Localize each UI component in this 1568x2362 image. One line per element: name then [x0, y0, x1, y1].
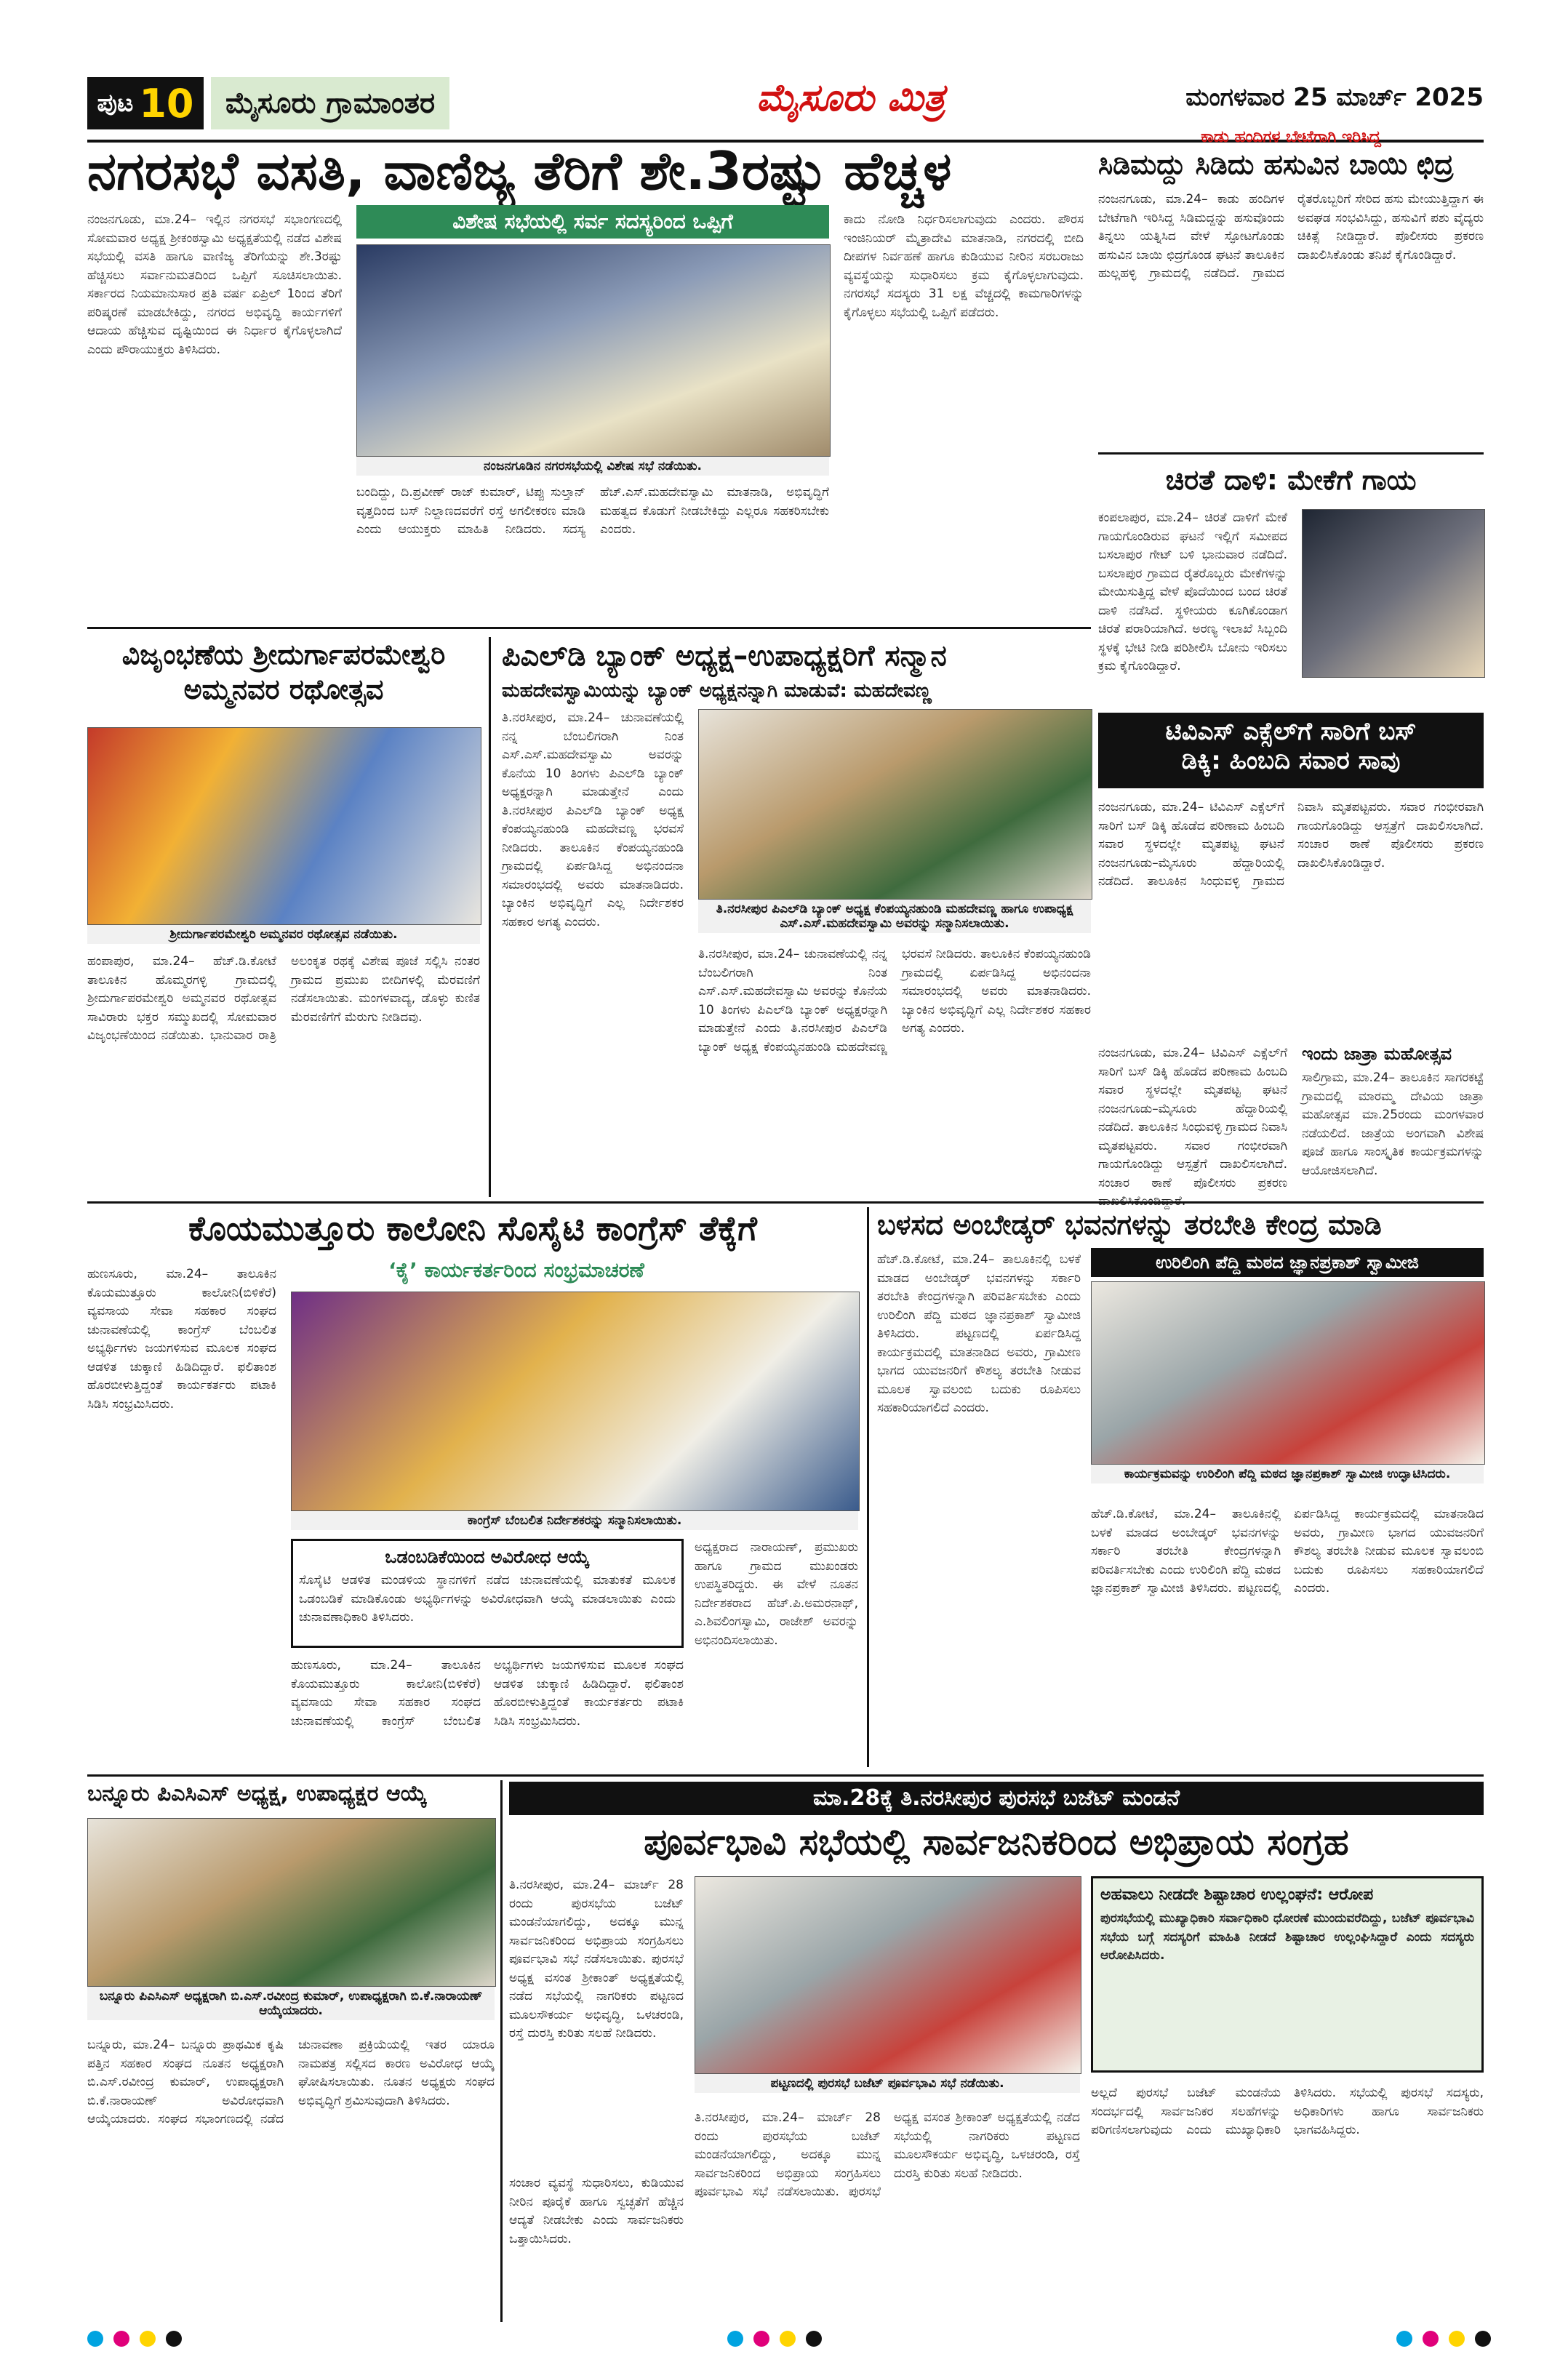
- story8-body-col2: ಹುಣಸೂರು, ಮಾ.24– ತಾಲೂಕಿನ ಕೊಯಮುತ್ತೂರು ಕಾಲೋನಿ(ಬಿಳಿಕೆರೆ) ವ್ಯವಸಾಯ ಸೇವಾ ಸಹಕಾರ ಸಂಘದ ಚುನಾವಣೆಯಲ್ಲಿ ಕಾಂಗ್ರೆಸ್ ಬೆಂಬಲಿತ ಅಭ್ಯರ್ಥಿಗಳು ಜಯಗಳಿಸುವ ಮೂಲಕ ಸಂಘದ ಆಡಳಿತ ಚುಕ್ಕಾಣಿ ಹಿಡಿದಿದ್ದಾರೆ. ಫಲಿತಾಂಶ ಹೊರಬೀಳುತ್ತಿದ್ದಂತೆ ಕಾರ್ಯಕರ್ತರು ಪಟಾಕಿ ಸಿಡಿಸಿ ಸಂಭ್ರಮಿಸಿದರು.: [291, 1658, 684, 1729]
- story9-subhead: ಉರಿಲಿಂಗಿ ಪೆದ್ದಿ ಮಠದ ಜ್ಞಾನಪ್ರಕಾಶ್ ಸ್ವಾಮೀಜಿ: [1091, 1248, 1484, 1277]
- story11-box-title: ಅಹವಾಲು ನೀಡದೇ ಶಿಷ್ಟಾಚಾರ ಉಲ್ಲಂಘನೆ: ಆರೋಪ: [1100, 1886, 1374, 1904]
- story1-body-col2: ಬಂದಿದ್ದು, ದಿ.ಪ್ರವೀಣ್ ರಾಜ್ ಕುಮಾರ್, ಟಿಪ್ಪು ಸುಲ್ತಾನ್ ವೃತ್ತದಿಂದ ಬಸ್ ನಿಲ್ದಾಣದವರೆಗೆ ರಸ್ತೆ ಅಗಲೀಕರಣ ಮಾಡಿ ಎಂದು ಆಯುಕ್ತರು ಮಾಹಿತಿ ನೀಡಿದರು. ಸದಸ್ಯ ಹೆಚ್.ಎಸ್.ಮಹದೇವಸ್ವಾಮಿ ಮಾತನಾಡಿ, ಅಭಿವೃದ್ಧಿಗೆ ಮಹತ್ವದ ಕೊಡುಗೆ ನೀಡಬೇಕಿದ್ದು ಎಲ್ಲರೂ ಸಹಕರಿಸಬೇಕು ಎಂದರು.: [356, 485, 829, 537]
- story8-box-title: ಒಡಂಬಡಿಕೆಯಿಂದ ಅವಿರೋಧ ಆಯ್ಕೆ: [385, 1547, 590, 1567]
- story8-body-col3: ಅಧ್ಯಕ್ಷರಾದ ನಾರಾಯಣ್, ಪ್ರಮುಖರು ಹಾಗೂ ಗ್ರಾಮದ ಮುಖಂಡರು ಉಪಸ್ಥಿತರಿದ್ದರು. ಈ ವೇಳೆ ನೂತನ ನಿರ್ದೇಶಕರಾದ ಹೆಚ್.ಪಿ.ಅಮರನಾಥ್, ಎ.ಶಿವಲಿಂಗಸ್ವಾಮಿ, ರಾಜೇಶ್ ಅವರನ್ನು ಅಭಿನಂದಿಸಲಾಯಿತು.: [695, 1540, 858, 1648]
- registration-dot: [727, 2331, 743, 2347]
- story2-headline: ಸಿಡಿಮದ್ದು ಸಿಡಿದು ಹಸುವಿನ ಬಾಯಿ ಛಿದ್ರ: [1098, 148, 1454, 180]
- story9-body-col1: ಹೆಚ್.ಡಿ.ಕೋಟೆ, ಮಾ.24– ತಾಲೂಕಿನಲ್ಲಿ ಬಳಕೆ ಮಾಡದ ಅಂಬೇಡ್ಕರ್ ಭವನಗಳನ್ನು ಸರ್ಕಾರಿ ತರಬೇತಿ ಕೇಂದ್ರಗಳನ್ನಾಗಿ ಪರಿವರ್ತಿಸಬೇಕು ಎಂದು ಉರಿಲಿಂಗಿ ಪೆದ್ದಿ ಮಠದ ಜ್ಞಾನಪ್ರಕಾಶ್ ಸ್ವಾಮೀಜಿ ತಿಳಿಸಿದರು. ಪಟ್ಟಣದಲ್ಲಿ ಏರ್ಪಡಿಸಿದ್ದ ಕಾರ್ಯಕ್ರಮದಲ್ಲಿ ಮಾತನಾಡಿದ ಅವರು, ಗ್ರಾಮೀಣ ಭಾಗದ ಯುವಜನರಿಗೆ ಕೌಶಲ್ಯ ತರಬೇತಿ ನೀಡುವ ಮೂಲಕ ಸ್ವಾವಲಂಬಿ ಬದುಕು ರೂಪಿಸಲು ಸಹಕಾರಿಯಾಗಲಿದೆ ಎಂದರು.: [877, 1252, 1081, 1415]
- story8-box: [291, 1539, 684, 1648]
- story11-headline: ಪೂರ್ವಭಾವಿ ಸಭೆಯಲ್ಲಿ ಸಾರ್ವಜನಿಕರಿಂದ ಅಭಿಪ್ರಾಯ ಸಂಗ್ರಹ: [644, 1821, 1349, 1863]
- page-number: 10: [139, 80, 194, 127]
- registration-dot: [1449, 2331, 1465, 2347]
- story9-headline: ಬಳಸದ ಅಂಬೇಡ್ಕರ್ ಭವನಗಳನ್ನು ತರಬೇತಿ ಕೇಂದ್ರ ಮಾಡಿ: [877, 1209, 1382, 1241]
- column-divider: [489, 637, 491, 1197]
- story11-photo: [695, 1876, 1081, 2074]
- registration-dot: [1423, 2331, 1439, 2347]
- story4-body: ಹಂಪಾಪುರ, ಮಾ.24– ಹೆಚ್.ಡಿ.ಕೋಟೆ ತಾಲೂಕಿನ ಹೊಮ್ಮರಗಳ್ಳಿ ಗ್ರಾಮದಲ್ಲಿ ಶ್ರೀದುರ್ಗಾಪರಮೇಶ್ವರಿ ಅಮ್ಮನವರ ರಥೋತ್ಸವ ಸಾವಿರಾರು ಭಕ್ತರ ಸಮ್ಮುಖದಲ್ಲಿ ಸೋಮವಾರ ವಿಜೃಂಭಣೆಯಿಂದ ನಡೆಯಿತು. ಭಾನುವಾರ ರಾತ್ರಿ ಅಲಂಕೃತ ರಥಕ್ಕೆ ವಿಶೇಷ ಪೂಜೆ ಸಲ್ಲಿಸಿ ನಂತರ ಗ್ರಾಮದ ಪ್ರಮುಖ ಬೀದಿಗಳಲ್ಲಿ ಮೆರವಣಿಗೆ ನಡೆಸಲಾಯಿತು. ಮಂಗಳವಾದ್ಯ, ಡೊಳ್ಳು ಕುಣಿತ ಮೆರವಣಿಗೆಗೆ ಮೆರುಗು ನೀಡಿದವು.: [87, 954, 480, 1043]
- story10-body: ಬನ್ನೂರು, ಮಾ.24– ಬನ್ನೂರು ಪ್ರಾಥಮಿಕ ಕೃಷಿ ಪತ್ತಿನ ಸಹಕಾರ ಸಂಘದ ನೂತನ ಅಧ್ಯಕ್ಷರಾಗಿ ಬಿ.ಎಸ್.ರವೀಂದ್ರ ಕುಮಾರ್, ಉಪಾಧ್ಯಕ್ಷರಾಗಿ ಬಿ.ಕೆ.ನಾರಾಯಣ್ ಅವಿರೋಧವಾಗಿ ಆಯ್ಕೆಯಾದರು. ಸಂಘದ ಸಭಾಂಗಣದಲ್ಲಿ ನಡೆದ ಚುನಾವಣಾ ಪ್ರಕ್ರಿಯೆಯಲ್ಲಿ ಇತರ ಯಾರೂ ನಾಮಪತ್ರ ಸಲ್ಲಿಸದ ಕಾರಣ ಅವಿರೋಧ ಆಯ್ಕೆ ಘೋಷಿಸಲಾಯಿತು. ನೂತನ ಅಧ್ಯಕ್ಷರು ಸಂಘದ ಅಭಿವೃದ್ಧಿಗೆ ಶ್ರಮಿಸುವುದಾಗಿ ತಿಳಿಸಿದರು.: [87, 2038, 495, 2126]
- story8-body-col1: ಹುಣಸೂರು, ಮಾ.24– ತಾಲೂಕಿನ ಕೊಯಮುತ್ತೂರು ಕಾಲೋನಿ(ಬಿಳಿಕೆರೆ) ವ್ಯವಸಾಯ ಸೇವಾ ಸಹಕಾರ ಸಂಘದ ಚುನಾವಣೆಯಲ್ಲಿ ಕಾಂಗ್ರೆಸ್ ಬೆಂಬಲಿತ ಅಭ್ಯರ್ಥಿಗಳು ಜಯಗಳಿಸುವ ಮೂಲಕ ಸಂಘದ ಆಡಳಿತ ಚುಕ್ಕಾಣಿ ಹಿಡಿದಿದ್ದಾರೆ. ಫಲಿತಾಂಶ ಹೊರಬೀಳುತ್ತಿದ್ದಂತೆ ಕಾರ್ಯಕರ್ತರು ಪಟಾಕಿ ಸಿಡಿಸಿ ಸಂಭ್ರಮಿಸಿದರು.: [87, 1267, 276, 1412]
- story11-box-body: ಪುರಸಭೆಯಲ್ಲಿ ಮುಖ್ಯಾಧಿಕಾರಿ ಸರ್ವಾಧಿಕಾರಿ ಧೋರಣೆ ಮುಂದುವರೆದಿದ್ದು, ಬಜೆಟ್ ಪೂರ್ವಭಾವಿ ಸಭೆಯ ಬಗ್ಗೆ ಸದಸ್ಯರಿಗೆ ಮಾಹಿತಿ ನೀಡದೆ ಶಿಷ್ಟಾಚಾರ ಉಲ್ಲಂಘಿಸಿದ್ದಾರೆ ಎಂದು ಸದಸ್ಯರು ಆರೋಪಿಸಿದರು.: [1100, 1911, 1474, 1963]
- story11-body-col1: ತಿ.ನರಸೀಪುರ, ಮಾ.24– ಮಾರ್ಚ್ 28 ರಂದು ಪುರಸಭೆಯ ಬಜೆಟ್ ಮಂಡನೆಯಾಗಲಿದ್ದು, ಅದಕ್ಕೂ ಮುನ್ನ ಸಾರ್ವಜನಿಕರಿಂದ ಅಭಿಪ್ರಾಯ ಸಂಗ್ರಹಿಸಲು ಪೂರ್ವಭಾವಿ ಸಭೆ ನಡೆಸಲಾಯಿತು. ಪುರಸಭೆ ಅಧ್ಯಕ್ಷ ವಸಂತ ಶ್ರೀಕಾಂತ್ ಅಧ್ಯಕ್ಷತೆಯಲ್ಲಿ ನಡೆದ ಸಭೆಯಲ್ಲಿ ನಾಗರಿಕರು ಪಟ್ಟಣದ ಮೂಲಸೌಕರ್ಯ ಅಭಿವೃದ್ಧಿ, ಒಳಚರಂಡಿ, ರಸ್ತೆ ದುರಸ್ತಿ ಕುರಿತು ಸಲಹೆ ನೀಡಿದರು.: [509, 1878, 684, 2041]
- registration-dot: [140, 2331, 156, 2347]
- story2-body: ನಂಜನಗೂಡು, ಮಾ.24– ಕಾಡು ಹಂದಿಗಳ ಬೇಟೆಗಾಗಿ ಇರಿಸಿದ್ದ ಸಿಡಿಮದ್ದನ್ನು ಹಸುವೊಂದು ತಿನ್ನಲು ಯತ್ನಿಸಿದ ವೇಳೆ ಸ್ಫೋಟಗೊಂಡು ಹಸುವಿನ ಬಾಯಿ ಛಿದ್ರಗೊಂಡ ಘಟನೆ ತಾಲೂಕಿನ ಹುಲ್ಲಹಳ್ಳಿ ಗ್ರಾಮದಲ್ಲಿ ನಡೆದಿದೆ. ಗ್ರಾಮದ ರೈತರೊಬ್ಬರಿಗೆ ಸೇರಿದ ಹಸು ಮೇಯುತ್ತಿದ್ದಾಗ ಈ ಅವಘಡ ಸಂಭವಿಸಿದ್ದು, ಹಸುವಿಗೆ ಪಶು ವೈದ್ಯರು ಚಿಕಿತ್ಸೆ ನೀಡಿದ್ದಾರೆ. ಪೊಲೀಸರು ಪ್ರಕರಣ ದಾಖಲಿಸಿಕೊಂಡು ತನಿಖೆ ಕೈಗೊಂಡಿದ್ದಾರೆ.: [1098, 192, 1484, 281]
- section-name: ಮೈಸೂರು ಗ್ರಾಮಾಂತರ: [211, 77, 449, 129]
- column-divider: [500, 1780, 503, 2322]
- column-divider: [867, 1207, 869, 1767]
- story6-headline-2: ಡಿಕ್ಕಿ: ಹಿಂಬದಿ ಸವಾರ ಸಾವು: [1181, 746, 1401, 775]
- registration-dot: [113, 2331, 129, 2347]
- story5-body-col2: ತಿ.ನರಸೀಪುರ, ಮಾ.24– ಚುನಾವಣೆಯಲ್ಲಿ ನನ್ನ ಬೆಂಬಲಿಗರಾಗಿ ನಿಂತ ಎಸ್.ಎಸ್.ಮಹದೇವಸ್ವಾಮಿ ಅವರನ್ನು ಕೊನೆಯ 10 ತಿಂಗಳು ಪಿಎಲ್‌ಡಿ ಬ್ಯಾಂಕ್ ಅಧ್ಯಕ್ಷರನ್ನಾಗಿ ಮಾಡುತ್ತೇನೆ ಎಂದು ತಿ.ನರಸೀಪುರ ಪಿಎಲ್‌ಡಿ ಬ್ಯಾಂಕ್ ಅಧ್ಯಕ್ಷ ಕೆಂಪಯ್ಯನಹುಂಡಿ ಮಹದೇವಣ್ಣ ಭರವಸೆ ನೀಡಿದರು. ತಾಲೂಕಿನ ಕೆಂಪಯ್ಯನಹುಂಡಿ ಗ್ರಾಮದಲ್ಲಿ ಏರ್ಪಡಿಸಿದ್ದ ಅಭಿನಂದನಾ ಸಮಾರಂಭದಲ್ಲಿ ಅವರು ಮಾತನಾಡಿದರು. ಬ್ಯಾಂಕಿನ ಅಭಿವೃದ್ಧಿಗೆ ಎಲ್ಲ ನಿರ್ದೇಶಕರ ಸಹಕಾರ ಅಗತ್ಯ ಎಂದರು.: [698, 947, 1091, 1054]
- story8-caption: ಕಾಂಗ್ರೆಸ್ ಬೆಂಬಲಿತ ನಿರ್ದೇಶಕರನ್ನು ಸನ್ಮಾನಿಸಲಾಯಿತು.: [291, 1511, 858, 1530]
- story6-headline-1: ಟಿವಿಎಸ್ ಎಕ್ಸೆಲ್‌ಗೆ ಸಾರಿಗೆ ಬಸ್: [1165, 717, 1417, 746]
- registration-marks-right: [1396, 2331, 1491, 2347]
- page-number-box: [87, 77, 204, 129]
- story1-headline: ನಗರಸಭೆ ವಸತಿ, ವಾಣಿಜ್ಯ ತೆರಿಗೆ ಶೇ.3ರಷ್ಟು ಹೆಚ್ಚಳ: [87, 140, 952, 201]
- story9-caption: ಕಾರ್ಯಕ್ರಮವನ್ನು ಉರಿಲಿಂಗಿ ಪೆದ್ದಿ ಮಠದ ಜ್ಞಾನಪ್ರಕಾಶ್ ಸ್ವಾಮೀಜಿ ಉದ್ಘಾಟಿಸಿದರು.: [1091, 1465, 1484, 1484]
- story7-headline: ಇಂದು ಜಾತ್ರಾ ಮಹೋತ್ಸವ: [1302, 1044, 1452, 1064]
- story11-body-col1-cont: ಸಂಚಾರ ವ್ಯವಸ್ಥೆ ಸುಧಾರಿಸಲು, ಕುಡಿಯುವ ನೀರಿನ ಪೂರೈಕೆ ಹಾಗೂ ಸ್ವಚ್ಛತೆಗೆ ಹೆಚ್ಚಿನ ಆದ್ಯತೆ ನೀಡಬೇಕು ಎಂದು ಸಾರ್ವಜನಿಕರು ಒತ್ತಾಯಿಸಿದರು.: [509, 2176, 684, 2246]
- registration-dot: [87, 2331, 103, 2347]
- story5-headline: ಪಿಎಲ್‌ಡಿ ಬ್ಯಾಂಕ್ ಅಧ್ಯಕ್ಷ–ಉಪಾಧ್ಯಕ್ಷರಿಗೆ ಸನ್ಮಾನ: [502, 639, 947, 673]
- story8-headline: ಕೊಯಮುತ್ತೂರು ಕಾಲೋನಿ ಸೊಸೈಟಿ ಕಾಂಗ್ರೆಸ್ ತೆಕ್ಕೆಗೆ: [188, 1209, 757, 1248]
- divider: [87, 1201, 1484, 1204]
- story8-subhead: ‘ಕೈ’ ಕಾರ್ಯಕರ್ತರಿಂದ ಸಂಭ್ರಮಾಚರಣೆ: [388, 1258, 644, 1282]
- story1-caption: ನಂಜನಗೂಡಿನ ನಗರಸಭೆಯಲ್ಲಿ ವಿಶೇಷ ಸಭೆ ನಡೆಯಿತು.: [356, 457, 829, 476]
- story5-photo: [698, 709, 1092, 900]
- story5-caption: ತಿ.ನರಸೀಪುರ ಪಿಎಲ್‌ಡಿ ಬ್ಯಾಂಕ್ ಅಧ್ಯಕ್ಷ ಕೆಂಪಯ್ಯನಹುಂಡಿ ಮಹದೇವಣ್ಣ ಹಾಗೂ ಉಪಾಧ್ಯಕ್ಷ ಎಸ್.ಎಸ್.ಮಹದೇವಸ್ವಾಮಿ ಅವರನ್ನು ಸನ್ಮಾನಿಸಲಾಯಿತು.: [698, 900, 1091, 933]
- story10-headline: ಬನ್ನೂರು ಪಿಎಸಿಎಸ್ ಅಧ್ಯಕ್ಷ, ಉಪಾಧ್ಯಕ್ಷರ ಆಯ್ಕೆ: [87, 1781, 427, 1806]
- story11-body-col2: ತಿ.ನರಸೀಪುರ, ಮಾ.24– ಮಾರ್ಚ್ 28 ರಂದು ಪುರಸಭೆಯ ಬಜೆಟ್ ಮಂಡನೆಯಾಗಲಿದ್ದು, ಅದಕ್ಕೂ ಮುನ್ನ ಸಾರ್ವಜನಿಕರಿಂದ ಅಭಿಪ್ರಾಯ ಸಂಗ್ರಹಿಸಲು ಪೂರ್ವಭಾವಿ ಸಭೆ ನಡೆಸಲಾಯಿತು. ಪುರಸಭೆ ಅಧ್ಯಕ್ಷ ವಸಂತ ಶ್ರೀಕಾಂತ್ ಅಧ್ಯಕ್ಷತೆಯಲ್ಲಿ ನಡೆದ ಸಭೆಯಲ್ಲಿ ನಾಗರಿಕರು ಪಟ್ಟಣದ ಮೂಲಸೌಕರ್ಯ ಅಭಿವೃದ್ಧಿ, ಒಳಚರಂಡಿ, ರಸ್ತೆ ದುರಸ್ತಿ ಕುರಿತು ಸಲಹೆ ನೀಡಿದರು.: [695, 2110, 1080, 2199]
- story4-caption: ಶ್ರೀದುರ್ಗಾಪರಮೇಶ್ವರಿ ಅಮ್ಮನವರ ರಥೋತ್ಸವ ನಡೆಯಿತು.: [87, 925, 480, 944]
- story8-photo: [291, 1292, 860, 1511]
- story1-body-col3: ಕಾದು ನೋಡಿ ನಿರ್ಧರಿಸಲಾಗುವುದು ಎಂದರು. ಪೌರಸ ಇಂಜಿನಿಯರ್ ಮೈತ್ರಾದೇವಿ ಮಾತನಾಡಿ, ನಗರದಲ್ಲಿ ಬೀದಿ ದೀಪಗಳ ನಿರ್ವಹಣೆ ಹಾಗೂ ಕುಡಿಯುವ ನೀರಿನ ಸರಬರಾಜು ವ್ಯವಸ್ಥೆಯನ್ನು ಸುಧಾರಿಸಲು ಕ್ರಮ ಕೈಗೊಳ್ಳಲಾಗುವುದು. ನಗರಸಭೆ ಸದಸ್ಯರು 31 ಲಕ್ಷ ವೆಚ್ಚದಲ್ಲಿ ಕಾಮಗಾರಿಗಳನ್ನು ಕೈಗೊಳ್ಳಲು ಸಭೆಯಲ್ಲಿ ಒಪ್ಪಿಗೆ ಪಡೆದರು.: [844, 212, 1084, 320]
- story10-photo: [87, 1818, 496, 1987]
- registration-marks-left: [87, 2331, 182, 2347]
- story6-body-cont: ನಂಜನಗೂಡು, ಮಾ.24– ಟಿವಿಎಸ್ ಎಕ್ಸೆಲ್‌ಗೆ ಸಾರಿಗೆ ಬಸ್ ಡಿಕ್ಕಿ ಹೊಡೆದ ಪರಿಣಾಮ ಹಿಂಬದಿ ಸವಾರ ಸ್ಥಳದಲ್ಲೇ ಮೃತಪಟ್ಟ ಘಟನೆ ನಂಜನಗೂಡು–ಮೈಸೂರು ಹೆದ್ದಾರಿಯಲ್ಲಿ ನಡೆದಿದೆ. ತಾಲೂಕಿನ ಸಿಂಧುವಳ್ಳಿ ಗ್ರಾಮದ ನಿವಾಸಿ ಮೃತಪಟ್ಟವರು. ಸವಾರ ಗಂಭೀರವಾಗಿ ಗಾಯಗೊಂಡಿದ್ದು ಆಸ್ಪತ್ರೆಗೆ ದಾಖಲಿಸಲಾಗಿದೆ. ಸಂಚಾರ ಠಾಣೆ ಪೊಲೀಸರು ಪ್ರಕರಣ: [1098, 1046, 1287, 1190]
- story1-body-col1: ನಂಜನಗೂಡು, ಮಾ.24– ಇಲ್ಲಿನ ನಗರಸಭೆ ಸಭಾಂಗಣದಲ್ಲಿ ಸೋಮವಾರ ಅಧ್ಯಕ್ಷ ಶ್ರೀಕಂಠಸ್ವಾಮಿ ಅಧ್ಯಕ್ಷತೆಯಲ್ಲಿ ನಡೆದ ವಿಶೇಷ ಸಭೆಯಲ್ಲಿ ವಸತಿ ಹಾಗೂ ವಾಣಿಜ್ಯ ತೆರಿಗೆಯನ್ನು ಶೇ.3ರಷ್ಟು ಹೆಚ್ಚಿಸಲು ಸರ್ವಾನುಮತದಿಂದ ಒಪ್ಪಿಗೆ ಸೂಚಿಸಲಾಯಿತು. ಸರ್ಕಾರದ ನಿಯಮಾನುಸಾರ ಪ್ರತಿ ವರ್ಷ ಏಪ್ರಿಲ್ 1ರಿಂದ ತೆರಿಗೆ ಪರಿಷ್ಕರಣೆ ಮಾಡಬೇಕಿದ್ದು, ನಗರದ ಅಭಿವೃದ್ಧಿ ಕಾರ್ಯಗಳಿಗೆ ಆದಾಯ ಹೆಚ್ಚಿಸುವ ದೃಷ್ಟಿಯಿಂದ ಈ ನಿರ್ಧಾರ ಕೈಗೊಳ್ಳಲಾಗಿದೆ ಎಂದು ಪೌರಾಯುಕ್ತರು ತಿಳಿಸಿದರು.: [87, 212, 342, 357]
- story3-photo: [1302, 509, 1485, 678]
- story2-kicker: ಕಾಡು ಹಂದಿಗಳ ಬೇಟೆಗಾಗಿ ಇರಿಸಿದ್ದ: [1201, 128, 1381, 146]
- issue-date: ಮಂಗಳವಾರ 25 ಮಾರ್ಚ್ 2025: [1185, 83, 1484, 112]
- story4-headline-2: ಅಮ್ಮನವರ ರಥೋತ್ಸವ: [183, 673, 384, 705]
- story3-headline: ಚಿರತೆ ದಾಳಿ: ಮೇಕೆಗೆ ಗಾಯ: [1165, 464, 1417, 496]
- masthead-logo: ಮೈಸೂರು ಮಿತ್ರ: [756, 76, 945, 120]
- story5-body-col1: ತಿ.ನರಸೀಪುರ, ಮಾ.24– ಚುನಾವಣೆಯಲ್ಲಿ ನನ್ನ ಬೆಂಬಲಿಗರಾಗಿ ನಿಂತ ಎಸ್.ಎಸ್.ಮಹದೇವಸ್ವಾಮಿ ಅವರನ್ನು ಕೊನೆಯ 10 ತಿಂಗಳು ಪಿಎಲ್‌ಡಿ ಬ್ಯಾಂಕ್ ಅಧ್ಯಕ್ಷರನ್ನಾಗಿ ಮಾಡುತ್ತೇನೆ ಎಂದು ತಿ.ನರಸೀಪುರ ಪಿಎಲ್‌ಡಿ ಬ್ಯಾಂಕ್ ಅಧ್ಯಕ್ಷ ಕೆಂಪಯ್ಯನಹುಂಡಿ ಮಹದೇವಣ್ಣ ಭರವಸೆ ನೀಡಿದರು. ತಾಲೂಕಿನ ಕೆಂಪಯ್ಯನಹುಂಡಿ ಗ್ರಾಮದಲ್ಲಿ ಏರ್ಪಡಿಸಿದ್ದ ಅಭಿನಂದನಾ ಸಮಾರಂಭದಲ್ಲಿ ಅವರು ಮಾತನಾಡಿದರು. ಬ್ಯಾಂಕಿನ ಅಭಿವೃದ್ಧಿಗೆ ಎಲ್ಲ ನಿರ್ದೇಶಕರ ಸಹಕಾರ ಅಗತ್ಯ ಎಂದರು.: [502, 710, 684, 929]
- story6-headline-box: [1098, 713, 1484, 788]
- story3-body-col1: ಕಂಪಲಾಪುರ, ಮಾ.24– ಚಿರತೆ ದಾಳಿಗೆ ಮೇಕೆ ಗಾಯಗೊಂಡಿರುವ ಘಟನೆ ಇಲ್ಲಿಗೆ ಸಮೀಪದ ಬಸಲಾಪುರ ಗೇಟ್ ಬಳಿ ಭಾನುವಾರ ನಡೆದಿದೆ. ಬಸಲಾಪುರ ಗ್ರಾಮದ ರೈತರೊಬ್ಬರು ಮೇಕೆಗಳನ್ನು ಮೇಯಿಸುತ್ತಿದ್ದ ವೇಳೆ ಪೊದೆಯಿಂದ ಬಂದ ಚಿರತೆ ದಾಳಿ ನಡೆಸಿದೆ. ಸ್ಥಳೀಯರು ಕೂಗಿಕೊಂಡಾಗ ಚಿರತೆ ಪರಾರಿಯಾಗಿದೆ. ಅರಣ್ಯ ಇಲಾಖೆ ಸಿಬ್ಬಂದಿ ಸ್ಥಳಕ್ಕೆ ಭೇಟಿ ನೀಡಿ ಪರಿಶೀಲಿಸಿ ಬೋನು ಇರಿಸಲು ಕ್ರಮ ಕೈಗೊಂಡಿದ್ದಾರೆ.: [1098, 511, 1287, 673]
- story7-body: ಸಾಲಿಗ್ರಾಮ, ಮಾ.24– ತಾಲೂಕಿನ ಸಾಗರಕಟ್ಟೆ ಗ್ರಾಮದಲ್ಲಿ ಮಾರಮ್ಮ ದೇವಿಯ ಜಾತ್ರಾ ಮಹೋತ್ಸವ ಮಾ.25ರಂದು ಮಂಗಳವಾರ ನಡೆಯಲಿದೆ. ಜಾತ್ರೆಯ ಅಂಗವಾಗಿ ವಿಶೇಷ ಪೂಜೆ ಹಾಗೂ ಸಾಂಸ್ಕೃತಿಕ ಕಾರ್ಯಕ್ರಮಗಳನ್ನು ಆಯೋಜಿಸಲಾಗಿದೆ.: [1302, 1070, 1484, 1178]
- story4-photo: [87, 727, 481, 925]
- registration-marks-center: [727, 2331, 822, 2347]
- story1-subhead: ವಿಶೇಷ ಸಭೆಯಲ್ಲಿ ಸರ್ವ ಸದಸ್ಯರಿಂದ ಒಪ್ಪಿಗೆ: [356, 205, 829, 239]
- story4-headline-1: ವಿಜೃಂಭಣೆಯ ಶ್ರೀದುರ್ಗಾಪರಮೇಶ್ವರಿ: [121, 638, 446, 670]
- story11-kicker: ಮಾ.28ಕ್ಕೆ ತಿ.ನರಸೀಪುರ ಪುರಸಭೆ ಬಜೆಟ್ ಮಂಡನೆ: [509, 1782, 1484, 1815]
- registration-dot: [1475, 2331, 1491, 2347]
- divider: [87, 1774, 1484, 1777]
- story9-body-col2: ಹೆಚ್.ಡಿ.ಕೋಟೆ, ಮಾ.24– ತಾಲೂಕಿನಲ್ಲಿ ಬಳಕೆ ಮಾಡದ ಅಂಬೇಡ್ಕರ್ ಭವನಗಳನ್ನು ಸರ್ಕಾರಿ ತರಬೇತಿ ಕೇಂದ್ರಗಳನ್ನಾಗಿ ಪರಿವರ್ತಿಸಬೇಕು ಎಂದು ಉರಿಲಿಂಗಿ ಪೆದ್ದಿ ಮಠದ ಜ್ಞಾನಪ್ರಕಾಶ್ ಸ್ವಾಮೀಜಿ ತಿಳಿಸಿದರು. ಪಟ್ಟಣದಲ್ಲಿ ಏರ್ಪಡಿಸಿದ್ದ ಕಾರ್ಯಕ್ರಮದಲ್ಲಿ ಮಾತನಾಡಿದ ಅವರು, ಗ್ರಾಮೀಣ ಭಾಗದ ಯುವಜನರಿಗೆ ಕೌಶಲ್ಯ ತರಬೇತಿ ನೀಡುವ ಮೂಲಕ ಸ್ವಾವಲಂಬಿ ಬದುಕು ರೂಪಿಸಲು ಸಹಕಾರಿಯಾಗಲಿದೆ ಎಂದರು.: [1091, 1507, 1484, 1596]
- story10-caption: ಬನ್ನೂರು ಪಿಎಸಿಎಸ್ ಅಧ್ಯಕ್ಷರಾಗಿ ಬಿ.ಎಸ್.ರವೀಂದ್ರ ಕುಮಾರ್, ಉಪಾಧ್ಯಕ್ಷರಾಗಿ ಬಿ.ಕೆ.ನಾರಾಯಣ್ ಆಯ್ಕೆಯಾದರು.: [87, 1987, 495, 2020]
- divider: [87, 627, 1091, 629]
- story9-photo: [1091, 1281, 1485, 1465]
- story11-caption: ಪಟ್ಟಣದಲ್ಲಿ ಪುರಸಭೆ ಬಜೆಟ್ ಪೂರ್ವಭಾವಿ ಸಭೆ ನಡೆಯಿತು.: [695, 2074, 1080, 2093]
- story11-body-col3: ಅಲ್ಲದೆ ಪುರಸಭೆ ಬಜೆಟ್ ಮಂಡನೆಯ ಸಂದರ್ಭದಲ್ಲಿ ಸಾರ್ವಜನಿಕರ ಸಲಹೆಗಳನ್ನು ಪರಿಗಣಿಸಲಾಗುವುದು ಎಂದು ಮುಖ್ಯಾಧಿಕಾರಿ ತಿಳಿಸಿದರು. ಸಭೆಯಲ್ಲಿ ಪುರಸಭೆ ಸದಸ್ಯರು, ಅಧಿಕಾರಿಗಳು ಹಾಗೂ ಸಾರ್ವಜನಿಕರು ಭಾಗವಹಿಸಿದ್ದರು.: [1091, 2086, 1484, 2137]
- story5-subhead: ಮಹದೇವಸ್ವಾಮಿಯನ್ನು ಬ್ಯಾಂಕ್ ಅಧ್ಯಕ್ಷನನ್ನಾಗಿ ಮಾಡುವೆ: ಮಹದೇವಣ್ಣ: [502, 680, 932, 702]
- registration-dot: [753, 2331, 769, 2347]
- story1-photo: [356, 244, 831, 457]
- divider: [1098, 452, 1484, 455]
- story8-box-body: ಸೊಸೈಟಿ ಆಡಳಿತ ಮಂಡಳಿಯ ಸ್ಥಾನಗಳಿಗೆ ನಡೆದ ಚುನಾವಣೆಯಲ್ಲಿ ಮಾತುಕತೆ ಮೂಲಕ ಒಡಂಬಡಿಕೆ ಮಾಡಿಕೊಂಡು ಅಭ್ಯರ್ಥಿಗಳನ್ನು ಅವಿರೋಧವಾಗಿ ಆಯ್ಕೆ ಮಾಡಲಾಯಿತು ಎಂದು ಚುನಾವಣಾಧಿಕಾರಿ ತಿಳಿಸಿದರು.: [299, 1573, 676, 1625]
- registration-dot: [806, 2331, 822, 2347]
- story6-body: ನಂಜನಗೂಡು, ಮಾ.24– ಟಿವಿಎಸ್ ಎಕ್ಸೆಲ್‌ಗೆ ಸಾರಿಗೆ ಬಸ್ ಡಿಕ್ಕಿ ಹೊಡೆದ ಪರಿಣಾಮ ಹಿಂಬದಿ ಸವಾರ ಸ್ಥಳದಲ್ಲೇ ಮೃತಪಟ್ಟ ಘಟನೆ ನಂಜನಗೂಡು–ಮೈಸೂರು ಹೆದ್ದಾರಿಯಲ್ಲಿ ನಡೆದಿದೆ. ತಾಲೂಕಿನ ಸಿಂಧುವಳ್ಳಿ ಗ್ರಾಮದ ನಿವಾಸಿ ಮೃತಪಟ್ಟವರು. ಸವಾರ ಗಂಭೀರವಾಗಿ ಗಾಯಗೊಂಡಿದ್ದು ಆಸ್ಪತ್ರೆಗೆ ದಾಖಲಿಸಲಾಗಿದೆ. ಸಂಚಾರ ಠಾಣೆ ಪೊಲೀಸರು ಪ್ರಕರಣ ದಾಖಲಿಸಿಕೊಂಡಿದ್ದಾರೆ.: [1098, 800, 1484, 889]
- registration-dot: [780, 2331, 796, 2347]
- page-word: ಪುಟ: [97, 89, 134, 118]
- registration-dot: [1396, 2331, 1412, 2347]
- story11-box: [1091, 1876, 1484, 2073]
- registration-dot: [166, 2331, 182, 2347]
